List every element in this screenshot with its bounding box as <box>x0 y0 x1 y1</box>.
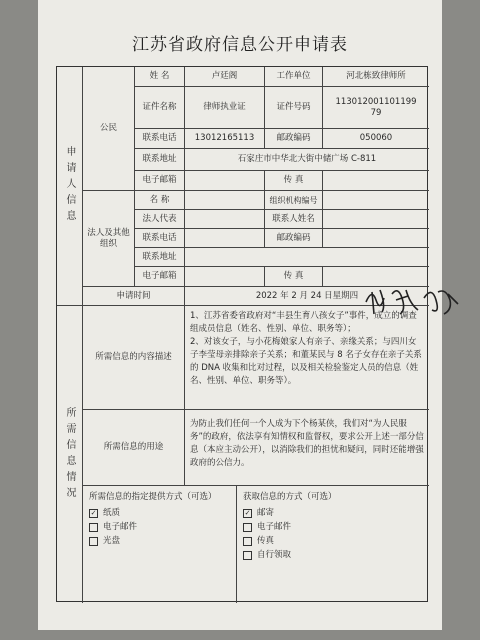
checkbox-icon[interactable] <box>243 537 252 546</box>
handwritten-signature <box>362 280 462 320</box>
org-phone-value <box>185 229 265 248</box>
org-postcode-label: 邮政编码 <box>265 229 323 248</box>
checkbox-icon[interactable]: ✓ <box>90 508 97 517</box>
id-number-label: 证件号码 <box>265 87 323 129</box>
citizen-phone-label: 联系电话 <box>135 129 185 149</box>
citizen-fax-label: 传 真 <box>265 171 323 191</box>
citizen-name-label: 姓 名 <box>135 67 185 87</box>
org-label: 法人及其他组织 <box>83 191 135 287</box>
provide-option-email[interactable]: 电子邮件 <box>89 520 230 534</box>
requested-section-label: 所需信息情况 <box>57 306 83 603</box>
citizen-address-label: 联系地址 <box>135 149 185 171</box>
org-contact-value <box>323 210 429 229</box>
org-email-label: 电子邮箱 <box>135 267 185 287</box>
checkbox-icon[interactable]: ✓ <box>244 508 251 517</box>
obtain-option-email[interactable]: 电子邮件 <box>243 520 423 534</box>
org-name-label: 名 称 <box>135 191 185 210</box>
org-name-value <box>185 191 265 210</box>
org-rep-label: 法人代表 <box>135 210 185 229</box>
form-title: 江苏省政府信息公开申请表 <box>132 35 348 55</box>
checkbox-icon[interactable] <box>243 551 252 560</box>
id-type-label: 证件名称 <box>135 87 185 129</box>
info-description-text: 1、江苏省委省政府对“丰县生育八孩女子”事件，成立的调查组成员信息（姓名、性别、单位、职务等）； 2、对该女子，与小花梅娘家人有亲子、亲缘关系；与四川女子李莹母亲排除亲子关系；和董某民与 8 名子女存在亲子关系的 DNA 收集和比对过程，以及相关检验鉴定人员的信息（姓名、性别、单位、职务等）。 <box>185 306 429 410</box>
checkbox-icon[interactable] <box>89 523 98 532</box>
obtain-option-mail[interactable]: ✓ 邮寄 <box>244 508 275 518</box>
checkbox-icon[interactable] <box>243 523 252 532</box>
id-type-value: 律师执业证 <box>185 87 265 129</box>
citizen-name-value: 卢廷阁 <box>185 67 265 87</box>
org-code-label: 组织机构编号 <box>265 191 323 210</box>
citizen-email-label: 电子邮箱 <box>135 171 185 191</box>
citizen-email-value <box>185 171 265 191</box>
org-fax-label: 传 真 <box>265 267 323 287</box>
provide-option-disc[interactable]: 光盘 <box>89 534 230 548</box>
org-address-label: 联系地址 <box>135 248 185 267</box>
org-email-value <box>185 267 265 287</box>
org-contact-label: 联系人姓名 <box>265 210 323 229</box>
info-use-label: 所需信息的用途 <box>83 410 185 486</box>
info-description-label: 所需信息的内容描述 <box>83 306 185 410</box>
citizen-postcode-value: 050060 <box>323 129 429 149</box>
provide-method-header: 所需信息的指定提供方式（可选） <box>89 492 217 502</box>
org-postcode-value <box>323 229 429 248</box>
checkbox-icon[interactable] <box>89 537 98 546</box>
citizen-fax-value <box>323 171 429 191</box>
work-unit-value: 河北栋致律师所 <box>323 67 429 87</box>
citizen-label: 公民 <box>83 67 135 191</box>
citizen-address-value: 石家庄市中华北大街中储广场 C-811 <box>185 149 429 171</box>
org-address-value <box>185 248 429 267</box>
org-code-value <box>323 191 429 210</box>
application-form-paper <box>38 0 442 630</box>
form-table <box>56 66 428 602</box>
org-rep-value <box>185 210 265 229</box>
citizen-phone-value: 13012165113 <box>185 129 265 149</box>
obtain-option-fax[interactable]: 传真 <box>243 534 423 548</box>
obtain-method-header: 获取信息的方式（可选） <box>243 492 337 502</box>
citizen-postcode-label: 邮政编码 <box>265 129 323 149</box>
info-use-text: 为防止我们任何一个人成为下个杨某侠，我们对“为人民服务”的政府，依法享有知情权和监督权，要求公开上述一部分信息（本应主动公开），以消除我们的担忧和疑问，同时还能增强政府的公信力。 <box>185 410 429 486</box>
application-date-label: 申请时间 <box>83 287 185 306</box>
org-phone-label: 联系电话 <box>135 229 185 248</box>
provide-method-section <box>83 486 237 603</box>
applicant-section-label: 申请人信息 <box>57 67 83 306</box>
work-unit-label: 工作单位 <box>265 67 323 87</box>
obtain-method-section <box>237 486 429 603</box>
application-date-text: 2022 年 2 月 24 日星期四 <box>255 290 359 301</box>
provide-option-paper[interactable]: ✓ 纸质 <box>90 508 121 518</box>
id-number-value: 11301200110119979 <box>323 87 429 129</box>
obtain-option-pickup[interactable]: 自行领取 <box>243 548 423 562</box>
